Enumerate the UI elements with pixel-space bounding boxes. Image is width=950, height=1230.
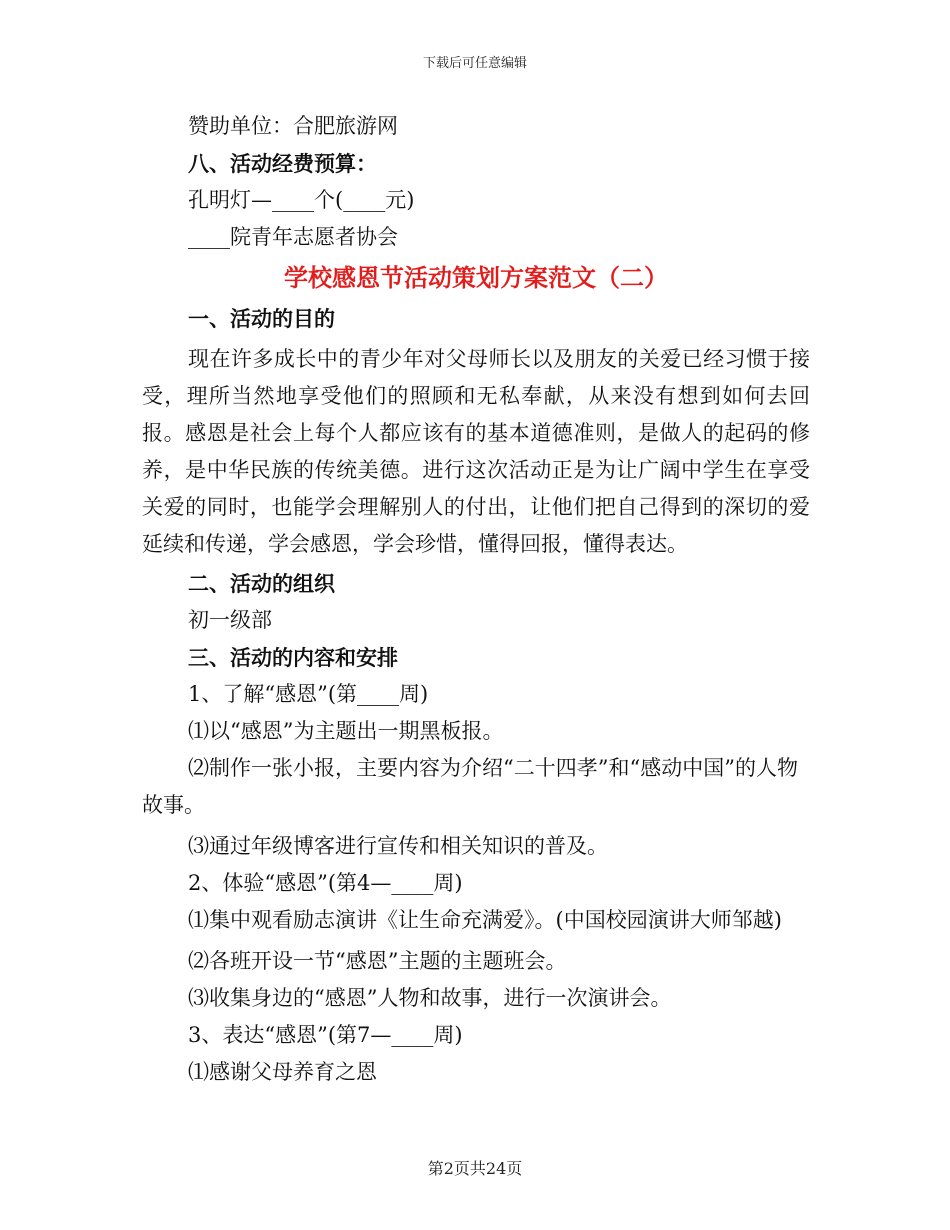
header-note: 下载后可任意编辑 <box>422 56 527 71</box>
list-item: 1、了解“感恩”(第____周) <box>188 682 429 706</box>
list-item: ⑴集中观看励志演讲《让生命充满爱》。(中国校园演讲大师邹越) <box>188 908 782 932</box>
list-item: ⑴感谢父母养育之恩 <box>188 1060 377 1084</box>
document-content <box>142 108 810 1091</box>
page-number: 第2页共24页 <box>427 1159 523 1178</box>
document-title: 学校感恩节活动策划方案范文（二） <box>284 263 668 292</box>
section-3-heading: 三、活动的内容和安排 <box>188 645 398 670</box>
lantern-line: 孔明灯—____个(____元) <box>188 188 415 212</box>
list-item: 3、表达“感恩”(第7—____周) <box>188 1023 463 1047</box>
association-line: ____院青年志愿者协会 <box>188 225 398 249</box>
list-item: ⑴以“感恩”为主题出一期黑板报。 <box>188 719 504 743</box>
list-item: ⑵制作一张小报，主要内容为介绍“二十四孝”和“感动中国”的人物故事。 <box>142 756 798 817</box>
section-1-heading: 一、活动的目的 <box>188 306 335 331</box>
budget-heading: 八、活动经费预算： <box>188 151 377 176</box>
list-item: 2、体验“感恩”(第4—____周) <box>188 871 463 895</box>
section-2-heading: 二、活动的组织 <box>188 571 335 596</box>
list-item: ⑵各班开设一节“感恩”主题的主题班会。 <box>188 949 567 973</box>
list-item: ⑶通过年级博客进行宣传和相关知识的普及。 <box>188 834 608 858</box>
sponsor-line: 赞助单位：合肥旅游网 <box>188 114 398 138</box>
section-2-body: 初一级部 <box>188 608 272 632</box>
list-item: ⑶收集身边的“感恩”人物和故事，进行一次演讲会。 <box>188 986 672 1010</box>
section-1-paragraph: 现在许多成长中的青少年对父母师长以及朋友的关爱已经习惯于接受，理所当然地享受他们的照顾和无私奉献，从来没有想到如何去回报。感恩是社会上每个人都应该有的基本道德准则，是做人的起码的修养，是中华民族的传统美德。进行这次活动正是为让广阔中学生在享受关爱的同时，也能学会理解别人的付出，让他们把自己得到的深切的爱延续和传递，学会感恩，学会珍惜，懂得回报，懂得表达。 <box>142 347 810 556</box>
